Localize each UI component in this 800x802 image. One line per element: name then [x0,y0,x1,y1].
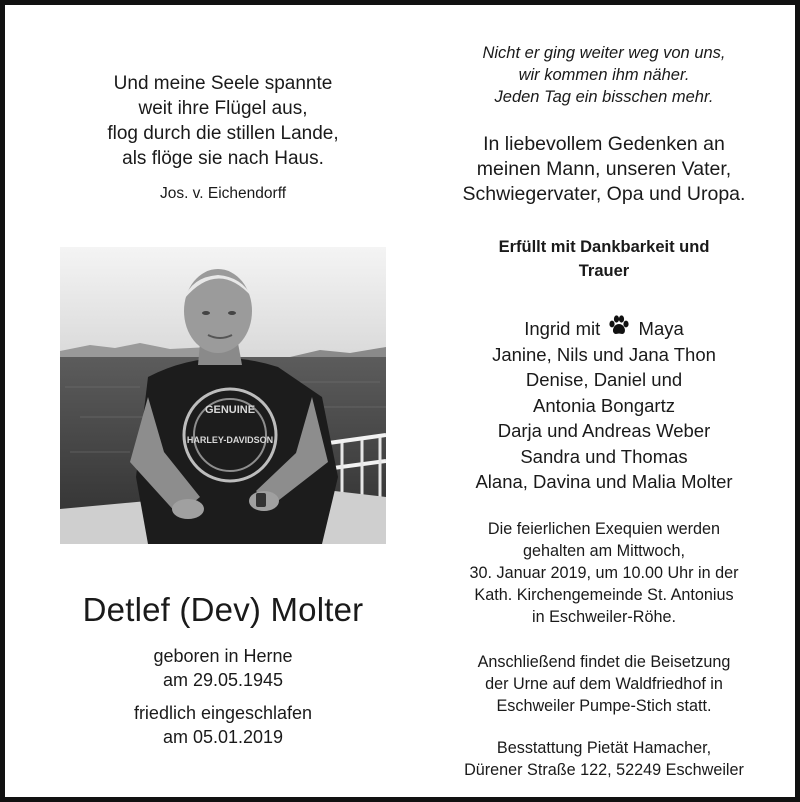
poem-line: als flöge sie nach Haus. [122,148,324,169]
death-line: am 05.01.2019 [162,727,284,747]
mourner-line: Denise, Daniel und [525,369,683,390]
mourners-list [423,314,785,495]
burial-line: der Urne auf dem Waldfriedhof in [485,675,723,693]
mourner-line: Antonia Bongartz [533,394,675,416]
gratitude-line: Trauer [578,262,630,280]
gratitude-line: Erfüllt mit Dankbarkeit und [498,238,710,256]
undertaker-line: Besstattung Pietät Hamacher, [496,739,712,757]
death-line: friedlich eingeschlafen [133,703,313,723]
pet-name: Maya [638,318,684,339]
burial-line: Anschließend findet die Beisetzung [477,653,731,671]
poem-line: Und meine Seele spannte [113,73,333,94]
mourner-line: Darja und Andreas Weber [497,420,711,441]
memory-line: In liebevollem Gedenken an [483,133,725,155]
service-info [423,518,785,628]
quote-line: Jeden Tag ein bisschen mehr. [494,88,714,106]
birth-info [35,644,411,692]
poem [35,71,411,171]
shirt-text-mid: HARLEY-DAVIDSON [186,435,274,445]
service-line: 30. Januar 2019, um 10.00 Uhr in der [469,564,739,582]
memory-line: meinen Mann, unseren Vater, [476,158,732,180]
burial-info [423,651,785,717]
poem-line: weit ihre Flügel aus, [138,98,308,119]
undertaker-line: Dürener Straße 122, 52249 Eschweiler [464,761,744,779]
service-line: gehalten am Mittwoch, [523,542,685,560]
quote-line: Nicht er ging weiter weg von uns, [482,44,726,62]
mourner-name: Ingrid mit [524,318,601,339]
mourner-line [423,314,785,342]
poem-line: flog durch die stillen Lande, [107,123,339,144]
birth-line: am 29.05.1945 [162,670,284,690]
burial-line: Eschweiler Pumpe-Stich statt. [496,697,712,715]
mourner-line: Janine, Nils und Jana Thon [492,343,716,365]
service-line: in Eschweiler-Röhe. [532,608,676,626]
mourner-line: Sandra und Thomas [520,445,688,467]
deceased-name: Detlef (Dev) Molter [82,591,364,628]
undertaker-info [423,737,785,781]
quote [423,42,785,108]
paw-print-icon [607,314,631,338]
quote-line: wir kommen ihm näher. [518,66,690,84]
memory-line: Schwiegervater, Opa und Uropa. [462,183,746,205]
poem-author: Jos. v. Eichendorff [159,185,287,202]
portrait-photo-image [60,247,386,544]
service-line: Kath. Kirchengemeinde St. Antonius [474,586,734,604]
portrait-photo [60,247,386,544]
shirt-text-top: GENUINE [204,404,256,416]
mourner-line: Alana, Davina und Malia Molter [475,471,733,492]
gratitude-heading [423,235,785,283]
death-info [35,701,411,749]
memory-text [423,132,785,207]
service-line: Die feierlichen Exequien werden [487,520,721,538]
birth-line: geboren in Herne [153,646,293,666]
